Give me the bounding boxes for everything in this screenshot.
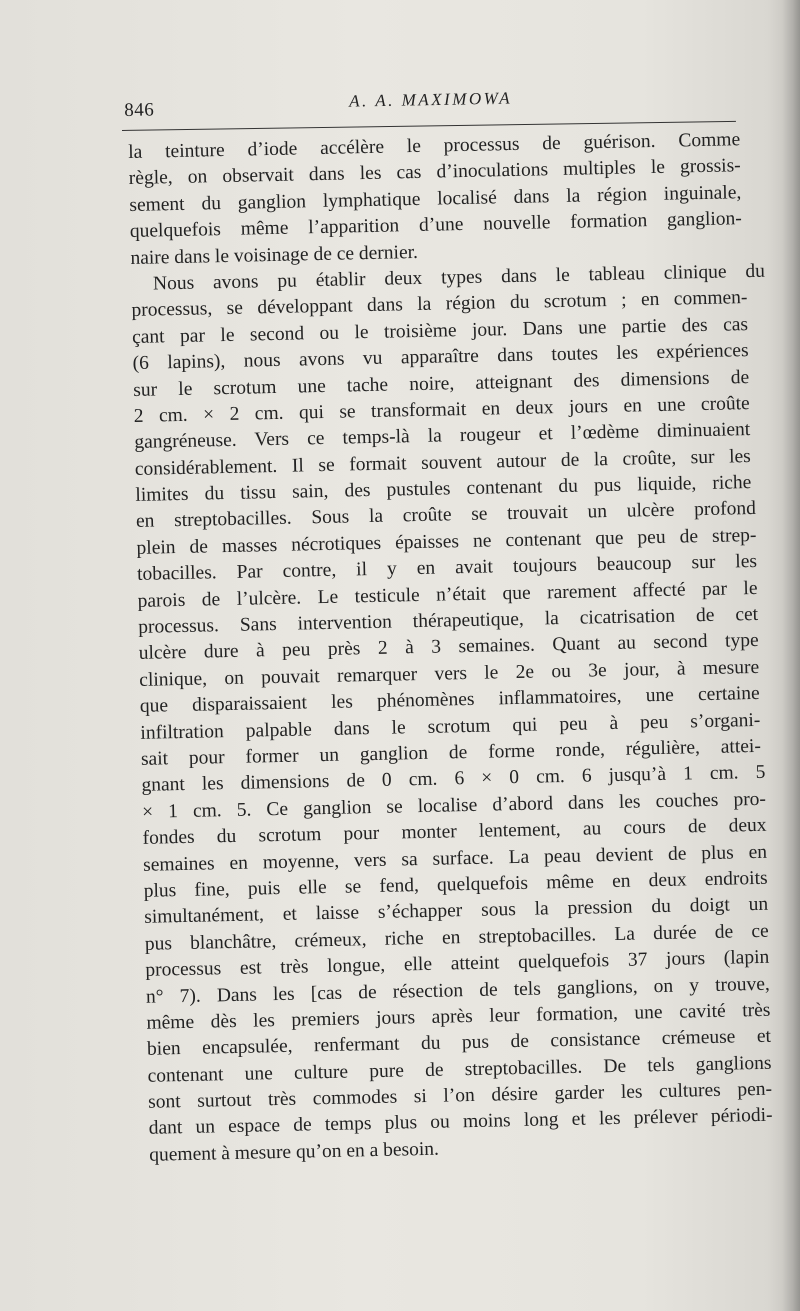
text-line: contenant une culture pure de streptobacilles. De tels ganglions (147, 1052, 772, 1087)
text-line: même dès les premiers jours après leur formation, une cavité très (146, 999, 771, 1034)
text-line: plus fine, puis elle se fend, quelquefois même en deux endroits (143, 867, 768, 902)
text-line: naire dans le voisinage de ce dernier. (130, 241, 419, 269)
text-line: pus blanchâtre, crémeux, riche en streptobacilles. La durée de ce (144, 920, 769, 955)
text-line: la teinture d’iode accélère le processus de guérison. Comme (128, 129, 741, 163)
text-line: limites du tissu sain, des pustules contenant du pus liquide, riche (135, 472, 752, 506)
text-line: çant par le second ou le troisième jour. Dans une partie des cas (131, 313, 749, 348)
text-line: gangréneuse. Vers ce temps-là la rougeur et l’œdème diminuaient (134, 419, 751, 454)
text-line: que disparaissaient les phénomènes inflammatoires, une certaine (139, 683, 760, 718)
text-line: infiltration palpable dans le scrotum qui peu à peu s’organi- (140, 709, 761, 744)
text-line: fondes du scrotum pour monter lentement, au cours de deux (142, 814, 767, 850)
text-line: considérablement. Il se formait souvent autour de la croûte, sur les (134, 445, 751, 480)
text-line: ulcère dure à peu près 2 à 3 semaines. Quant au second type (138, 630, 759, 665)
text-line: processus. Sans intervention thérapeutique, la cicatrisation de cet (137, 603, 759, 638)
body-text (128, 127, 785, 1169)
text-line: sont surtout très commodes si l’on désire garder les cultures pen- (147, 1078, 773, 1113)
text-line: dant un espace de temps plus ou moins long et les prélever périodi- (148, 1105, 773, 1140)
text-line: sait pour former un ganglion de forme ronde, régulière, attei- (140, 735, 762, 770)
text-line: semaines en moyenne, vers sa surface. La peau devient de plus en (142, 841, 768, 876)
text-line: règle, on observait dans les cas d’inoculations multiples le grossis- (128, 155, 741, 190)
running-head: A. A. MAXIMOWA (348, 88, 513, 111)
page-header (124, 82, 736, 124)
text-line: (6 lapins), nous avons vu apparaître dans toutes les expériences (132, 340, 749, 375)
text-line: sement du ganglion lymphatique localisé dans la région inguinale, (129, 181, 742, 216)
text-line: × 1 cm. 5. Ce ganglion se localise d’abord dans les couches pro- (141, 788, 767, 823)
text-line: 2 cm. × 2 cm. qui se transformait en deux jours en une croûte (133, 392, 750, 427)
page-number: 846 (124, 99, 155, 121)
page-gutter-shadow (782, 0, 800, 1311)
text-line: simultanément, et laisse s’échapper sous la pression du doigt un (144, 894, 769, 929)
text-line: Nous avons pu établir deux types dans le tableau clinique du (152, 260, 766, 295)
text-line: en streptobacilles. Sous la croûte se trouvait un ulcère profond (135, 498, 757, 533)
text-line: clinique, on pouvait remarquer vers le 2e ou 3e jour, à mesure (139, 656, 760, 691)
text-line: quelquefois même l’apparition d’une nouvelle formation ganglion- (129, 208, 743, 243)
text-line: plein de masses nécrotiques épaisses ne contenant que peu de strep- (136, 524, 757, 559)
text-line: tobacilles. Par contre, il y en avait toujours beaucoup sur les (136, 551, 758, 586)
text-line: gnant les dimensions de 0 cm. 6 × 0 cm. 6 jusqu’à 1 cm. 5 (141, 762, 766, 797)
text-line: processus est très longue, elle atteint quelquefois 37 jours (lapin (145, 946, 770, 981)
text-line: n° 7). Dans les [cas de résection de tels ganglions, on y trouve, (145, 973, 771, 1008)
text-line: processus, se développant dans la région du scrotum ; en commen- (131, 287, 748, 322)
text-line: parois de l’ulcère. Le testicule n’était que rarement affecté par le (137, 577, 758, 612)
text-line: bien encapsulée, renfermant du pus de consistance crémeuse et (146, 1026, 772, 1061)
text-line: quement à mesure qu’on en a besoin. (149, 1138, 440, 1166)
text-line: sur le scrotum une tache noire, atteignant des dimensions de (133, 366, 750, 401)
